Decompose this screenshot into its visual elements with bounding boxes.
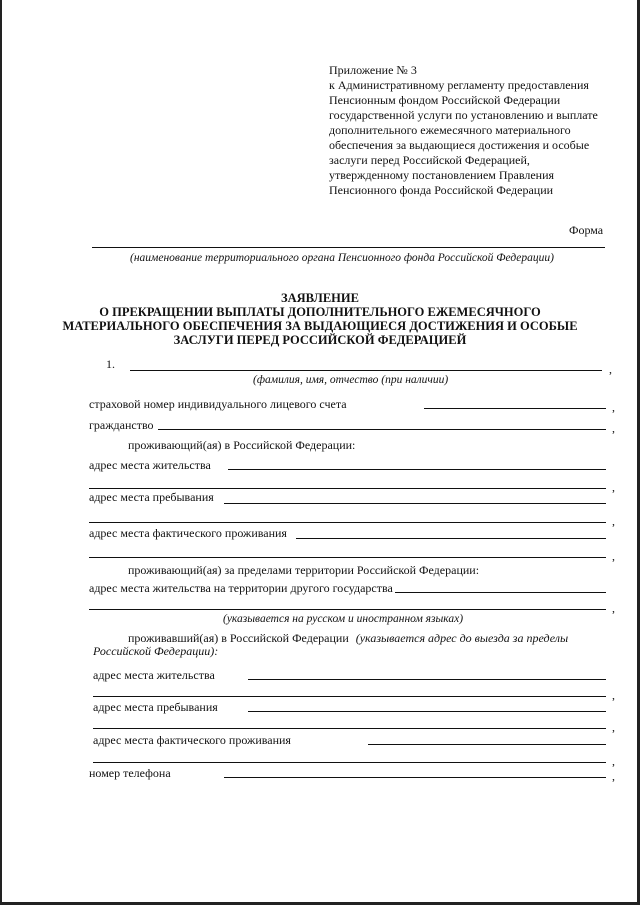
lived-actual-address-field-2[interactable] xyxy=(93,762,606,763)
foreign-address-field-2[interactable] xyxy=(89,609,606,610)
residence-address-field[interactable] xyxy=(228,469,606,470)
phone-label: номер телефона xyxy=(89,766,171,780)
comma: , xyxy=(612,514,615,528)
stay-address-label: адрес места пребывания xyxy=(89,490,214,504)
scan-edge-left xyxy=(0,0,2,905)
title-line: ЗАСЛУГИ ПЕРЕД РОССИЙСКОЙ ФЕДЕРАЦИЕЙ xyxy=(173,333,467,347)
lived-actual-address-field[interactable] xyxy=(368,744,606,745)
citizenship-field[interactable] xyxy=(158,429,606,430)
comma: , xyxy=(612,421,615,435)
residence-address-field-2[interactable] xyxy=(89,488,606,489)
lived-rf-heading-text: проживавший(ая) в Российской Федерации xyxy=(128,631,349,645)
annex-line: Приложение № 3 xyxy=(329,63,417,77)
fio-field[interactable] xyxy=(130,370,602,371)
comma: , xyxy=(612,720,615,734)
annex-line: государственной услуги по установлению и выплате xyxy=(329,108,598,122)
residence-address-label: адрес места жительства xyxy=(89,458,211,472)
living-abroad-heading: проживающий(ая) за пределами территории Российской Федерации: xyxy=(128,563,480,577)
organ-name-line[interactable] xyxy=(92,247,605,248)
annex-line: Пенсионного фонда Российской Федерации xyxy=(329,183,554,197)
comma: , xyxy=(612,754,615,768)
comma: , xyxy=(612,400,615,414)
citizenship-label: гражданство xyxy=(89,418,154,432)
lived-residence-address-field-2[interactable] xyxy=(93,696,606,697)
foreign-address-label: адрес места жительства на территории другого государства xyxy=(89,581,393,595)
lived-residence-address-label: адрес места жительства xyxy=(93,668,215,682)
annex-line: Пенсионным фондом Российской Федерации xyxy=(329,93,561,107)
lived-rf-heading-note: (указывается адрес до выезда за пределы xyxy=(355,631,569,645)
snils-label: страховой номер индивидуального лицевого счета xyxy=(89,397,347,411)
actual-address-field-2[interactable] xyxy=(89,557,606,558)
annex-line: дополнительного ежемесячного материального xyxy=(329,123,571,137)
actual-address-field[interactable] xyxy=(296,538,606,539)
item-number: 1. xyxy=(106,357,115,371)
actual-address-label: адрес места фактического проживания xyxy=(89,526,287,540)
annex-line: к Административному регламенту предоставления xyxy=(329,78,589,92)
lived-stay-address-label: адрес места пребывания xyxy=(93,700,218,714)
comma: , xyxy=(612,601,615,615)
lived-stay-address-field-2[interactable] xyxy=(93,728,606,729)
annex-line: утвержденному постановлением Правления xyxy=(329,168,555,182)
snils-field[interactable] xyxy=(424,408,606,409)
organ-caption: (наименование территориального органа Пенсионного фонда Российской Федерации) xyxy=(130,252,554,264)
form-label: Форма xyxy=(569,223,604,237)
languages-caption: (указывается на русском и иностранном языках) xyxy=(223,613,464,625)
comma: , xyxy=(612,549,615,563)
lived-residence-address-field[interactable] xyxy=(248,679,606,680)
annex-line: заслуги перед Российской Федерацией, xyxy=(329,153,530,167)
living-rf-heading: проживающий(ая) в Российской Федерации: xyxy=(128,438,356,452)
title-line: О ПРЕКРАЩЕНИИ ВЫПЛАТЫ ДОПОЛНИТЕЛЬНОГО ЕЖЕМЕСЯЧНОГО xyxy=(99,305,541,319)
fio-caption: (фамилия, имя, отчество (при наличии) xyxy=(253,374,449,386)
lived-stay-address-field[interactable] xyxy=(248,711,606,712)
lived-rf-heading xyxy=(128,631,568,645)
document-title: ЗАЯВЛЕНИЕ xyxy=(281,291,359,305)
comma: , xyxy=(609,362,612,376)
comma: , xyxy=(612,769,615,783)
lived-rf-heading-note-2: Российской Федерации): xyxy=(93,644,219,658)
comma: , xyxy=(612,688,615,702)
lived-actual-address-label: адрес места фактического проживания xyxy=(93,733,291,747)
phone-field[interactable] xyxy=(224,777,606,778)
annex-line: обеспечения за выдающиеся достижения и особые xyxy=(329,138,590,152)
comma: , xyxy=(612,480,615,494)
title-line: МАТЕРИАЛЬНОГО ОБЕСПЕЧЕНИЯ ЗА ВЫДАЮЩИЕСЯ ДОСТИЖЕНИЯ И ОСОБЫЕ xyxy=(62,319,578,333)
stay-address-field-2[interactable] xyxy=(89,522,606,523)
stay-address-field[interactable] xyxy=(224,503,606,504)
foreign-address-field[interactable] xyxy=(395,592,606,593)
